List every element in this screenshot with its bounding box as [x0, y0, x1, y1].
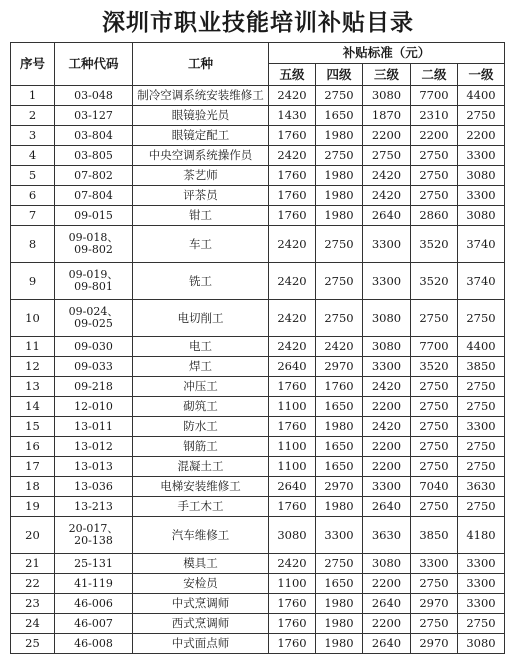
- table-row: [11, 166, 505, 186]
- cell-subsidy-level-3: 3300: [363, 263, 411, 300]
- cell-trade: 眼镜定配工: [133, 126, 269, 146]
- cell-seq: 16: [11, 437, 55, 457]
- cell-subsidy-level-3: 2420: [363, 417, 411, 437]
- header-level-2: 二级: [411, 64, 458, 86]
- cell-seq: 19: [11, 497, 55, 517]
- cell-subsidy-level-3: 2200: [363, 397, 411, 417]
- cell-subsidy-level-4: 1980: [316, 206, 363, 226]
- table-row: [11, 437, 505, 457]
- table-row: [11, 574, 505, 594]
- cell-code: [55, 263, 133, 300]
- cell-trade: 混凝土工: [133, 457, 269, 477]
- cell-seq: 12: [11, 357, 55, 377]
- code-line: 09-030: [74, 339, 113, 353]
- code-line: 07-804: [74, 188, 113, 202]
- cell-code: [55, 594, 133, 614]
- cell-code: [55, 106, 133, 126]
- code-line: 12-010: [74, 399, 113, 413]
- cell-seq: 21: [11, 554, 55, 574]
- cell-subsidy-level-4: 1980: [316, 126, 363, 146]
- cell-subsidy-level-3: 2200: [363, 126, 411, 146]
- cell-subsidy-level-5: 3080: [269, 517, 316, 554]
- cell-subsidy-level-4: 1650: [316, 574, 363, 594]
- cell-code: [55, 357, 133, 377]
- cell-trade: 冲压工: [133, 377, 269, 397]
- cell-subsidy-level-2: 2750: [411, 417, 458, 437]
- cell-subsidy-level-2: 3300: [411, 554, 458, 574]
- cell-seq: 2: [11, 106, 55, 126]
- cell-seq: 20: [11, 517, 55, 554]
- cell-seq: 13: [11, 377, 55, 397]
- cell-subsidy-level-4: 2970: [316, 477, 363, 497]
- cell-subsidy-level-2: 2750: [411, 437, 458, 457]
- cell-subsidy-level-1: 3850: [458, 357, 505, 377]
- table-row: [11, 186, 505, 206]
- cell-subsidy-level-1: 3080: [458, 166, 505, 186]
- cell-subsidy-level-5: 2420: [269, 337, 316, 357]
- cell-subsidy-level-1: 4400: [458, 86, 505, 106]
- cell-subsidy-level-1: 2750: [458, 397, 505, 417]
- cell-subsidy-level-4: 1980: [316, 614, 363, 634]
- cell-subsidy-level-5: 2420: [269, 263, 316, 300]
- cell-subsidy-level-5: 1760: [269, 186, 316, 206]
- cell-code: [55, 337, 133, 357]
- cell-seq: 10: [11, 300, 55, 337]
- cell-subsidy-level-4: 2750: [316, 146, 363, 166]
- cell-seq: 17: [11, 457, 55, 477]
- cell-subsidy-level-1: 2750: [458, 497, 505, 517]
- cell-subsidy-level-2: 7040: [411, 477, 458, 497]
- table-row: [11, 146, 505, 166]
- code-line: 13-012: [74, 439, 113, 453]
- code-line: 20-017、: [68, 522, 119, 536]
- cell-subsidy-level-1: 3300: [458, 146, 505, 166]
- header-level-3: 三级: [363, 64, 411, 86]
- cell-subsidy-level-1: 3630: [458, 477, 505, 497]
- code-line: 09-802: [74, 243, 113, 256]
- cell-code: [55, 417, 133, 437]
- cell-subsidy-level-1: 2750: [458, 300, 505, 337]
- cell-seq: 6: [11, 186, 55, 206]
- cell-subsidy-level-2: 2750: [411, 166, 458, 186]
- page-title: 深圳市职业技能培训补贴目录: [102, 10, 414, 36]
- code-line: 09-015: [74, 208, 113, 222]
- cell-subsidy-level-1: 4400: [458, 337, 505, 357]
- table-row: [11, 594, 505, 614]
- code-line: 09-024、: [68, 305, 119, 319]
- cell-subsidy-level-5: 2420: [269, 226, 316, 263]
- cell-trade: 模具工: [133, 554, 269, 574]
- code-line: 03-048: [74, 88, 113, 102]
- cell-subsidy-level-5: 1760: [269, 417, 316, 437]
- cell-seq: 7: [11, 206, 55, 226]
- code-line: 09-801: [74, 280, 113, 293]
- cell-subsidy-level-4: 1980: [316, 634, 363, 654]
- cell-code: [55, 554, 133, 574]
- cell-code: [55, 517, 133, 554]
- cell-trade: 焊工: [133, 357, 269, 377]
- cell-subsidy-level-3: 1870: [363, 106, 411, 126]
- cell-subsidy-level-1: 3300: [458, 554, 505, 574]
- table-row: [11, 263, 505, 300]
- cell-subsidy-level-5: 1760: [269, 594, 316, 614]
- cell-subsidy-level-5: 1760: [269, 166, 316, 186]
- cell-subsidy-level-3: 3300: [363, 477, 411, 497]
- cell-code: [55, 574, 133, 594]
- cell-subsidy-level-5: 1100: [269, 574, 316, 594]
- cell-subsidy-level-4: 2750: [316, 263, 363, 300]
- cell-subsidy-level-2: 7700: [411, 86, 458, 106]
- cell-code: [55, 86, 133, 106]
- code-line: 13-213: [74, 499, 113, 513]
- cell-subsidy-level-4: 3300: [316, 517, 363, 554]
- cell-subsidy-level-5: 1760: [269, 377, 316, 397]
- cell-subsidy-level-3: 3080: [363, 300, 411, 337]
- cell-code: [55, 300, 133, 337]
- cell-seq: 1: [11, 86, 55, 106]
- code-line: 09-218: [74, 379, 113, 393]
- cell-seq: 14: [11, 397, 55, 417]
- code-line: 13-036: [74, 479, 113, 493]
- cell-subsidy-level-5: 1100: [269, 457, 316, 477]
- cell-subsidy-level-4: 1980: [316, 497, 363, 517]
- cell-subsidy-level-1: 3080: [458, 634, 505, 654]
- cell-subsidy-level-2: 3520: [411, 263, 458, 300]
- cell-subsidy-level-2: 2750: [411, 186, 458, 206]
- cell-subsidy-level-2: 2860: [411, 206, 458, 226]
- cell-subsidy-level-1: 2750: [458, 106, 505, 126]
- cell-trade: 中式烹调师: [133, 594, 269, 614]
- cell-seq: 5: [11, 166, 55, 186]
- cell-subsidy-level-2: 3520: [411, 226, 458, 263]
- header-code: 工种代码: [55, 43, 133, 86]
- cell-subsidy-level-1: 3300: [458, 574, 505, 594]
- cell-subsidy-level-2: 2750: [411, 457, 458, 477]
- cell-trade: 茶艺师: [133, 166, 269, 186]
- cell-subsidy-level-3: 3080: [363, 86, 411, 106]
- cell-trade: 电切削工: [133, 300, 269, 337]
- cell-subsidy-level-3: 3080: [363, 554, 411, 574]
- cell-subsidy-level-5: 1100: [269, 397, 316, 417]
- header-level-5: 五级: [269, 64, 316, 86]
- cell-subsidy-level-5: 1100: [269, 437, 316, 457]
- cell-code: [55, 614, 133, 634]
- cell-subsidy-level-1: 4180: [458, 517, 505, 554]
- cell-subsidy-level-2: 7700: [411, 337, 458, 357]
- cell-trade: 中央空调系统操作员: [133, 146, 269, 166]
- cell-subsidy-level-3: 2200: [363, 614, 411, 634]
- cell-subsidy-level-4: 2750: [316, 226, 363, 263]
- cell-seq: 8: [11, 226, 55, 263]
- cell-subsidy-level-1: 3740: [458, 226, 505, 263]
- table-row: [11, 634, 505, 654]
- table-row: [11, 226, 505, 263]
- cell-seq: 9: [11, 263, 55, 300]
- cell-subsidy-level-3: 2640: [363, 497, 411, 517]
- cell-code: [55, 457, 133, 477]
- cell-subsidy-level-3: 3080: [363, 337, 411, 357]
- cell-subsidy-level-3: 2640: [363, 206, 411, 226]
- cell-subsidy-level-4: 1650: [316, 106, 363, 126]
- cell-trade: 制冷空调系统安装维修工: [133, 86, 269, 106]
- cell-subsidy-level-2: 2750: [411, 300, 458, 337]
- header-level-1: 一级: [458, 64, 505, 86]
- code-line: 13-011: [74, 419, 113, 433]
- cell-subsidy-level-2: 2750: [411, 574, 458, 594]
- cell-subsidy-level-1: 3740: [458, 263, 505, 300]
- cell-code: [55, 437, 133, 457]
- code-line: 25-131: [74, 556, 113, 570]
- table-row: [11, 497, 505, 517]
- subsidy-table: [10, 42, 505, 654]
- cell-subsidy-level-2: 2750: [411, 377, 458, 397]
- cell-subsidy-level-5: 1430: [269, 106, 316, 126]
- code-line: 09-019、: [68, 268, 119, 282]
- cell-subsidy-level-1: 3300: [458, 594, 505, 614]
- cell-code: [55, 146, 133, 166]
- cell-subsidy-level-3: 2420: [363, 186, 411, 206]
- cell-subsidy-level-5: 1760: [269, 614, 316, 634]
- cell-seq: 23: [11, 594, 55, 614]
- table-row: [11, 126, 505, 146]
- cell-subsidy-level-3: 2200: [363, 437, 411, 457]
- cell-trade: 防水工: [133, 417, 269, 437]
- cell-seq: 15: [11, 417, 55, 437]
- cell-code: [55, 397, 133, 417]
- cell-trade: 电工: [133, 337, 269, 357]
- cell-seq: 18: [11, 477, 55, 497]
- code-line: 41-119: [74, 576, 113, 590]
- code-line: 46-006: [74, 596, 113, 610]
- table-header-row: [11, 43, 505, 64]
- cell-subsidy-level-3: 2750: [363, 146, 411, 166]
- cell-seq: 25: [11, 634, 55, 654]
- cell-subsidy-level-4: 2750: [316, 300, 363, 337]
- cell-trade: 钳工: [133, 206, 269, 226]
- cell-subsidy-level-1: 3300: [458, 417, 505, 437]
- table-row: [11, 457, 505, 477]
- cell-subsidy-level-5: 2640: [269, 477, 316, 497]
- cell-subsidy-level-3: 2640: [363, 634, 411, 654]
- cell-seq: 11: [11, 337, 55, 357]
- table-row: [11, 517, 505, 554]
- code-line: 46-008: [74, 636, 113, 650]
- cell-trade: 车工: [133, 226, 269, 263]
- cell-seq: 4: [11, 146, 55, 166]
- cell-subsidy-level-4: 1980: [316, 166, 363, 186]
- cell-subsidy-level-5: 1760: [269, 497, 316, 517]
- cell-trade: 西式烹调师: [133, 614, 269, 634]
- code-line: 46-007: [74, 616, 113, 630]
- cell-subsidy-level-5: 2420: [269, 86, 316, 106]
- cell-subsidy-level-2: 3520: [411, 357, 458, 377]
- cell-subsidy-level-4: 1650: [316, 437, 363, 457]
- cell-code: [55, 226, 133, 263]
- cell-trade: 砌筑工: [133, 397, 269, 417]
- table-body: [11, 86, 505, 654]
- cell-subsidy-level-2: 2750: [411, 397, 458, 417]
- cell-subsidy-level-2: 2750: [411, 614, 458, 634]
- table-row: [11, 337, 505, 357]
- cell-code: [55, 497, 133, 517]
- table-row: [11, 377, 505, 397]
- cell-subsidy-level-5: 2420: [269, 146, 316, 166]
- cell-trade: 汽车维修工: [133, 517, 269, 554]
- table-row: [11, 86, 505, 106]
- cell-subsidy-level-4: 1650: [316, 397, 363, 417]
- cell-subsidy-level-5: 1760: [269, 126, 316, 146]
- table-row: [11, 477, 505, 497]
- code-line: 03-804: [74, 128, 113, 142]
- cell-subsidy-level-5: 2420: [269, 300, 316, 337]
- cell-trade: 评茶员: [133, 186, 269, 206]
- cell-subsidy-level-3: 2200: [363, 457, 411, 477]
- table-row: [11, 397, 505, 417]
- cell-subsidy-level-4: 2970: [316, 357, 363, 377]
- cell-subsidy-level-4: 1760: [316, 377, 363, 397]
- cell-subsidy-level-2: 2310: [411, 106, 458, 126]
- cell-subsidy-level-1: 3080: [458, 206, 505, 226]
- cell-seq: 22: [11, 574, 55, 594]
- header-trade: 工种: [133, 43, 269, 86]
- cell-seq: 24: [11, 614, 55, 634]
- cell-subsidy-level-1: 2750: [458, 437, 505, 457]
- cell-subsidy-level-5: 2420: [269, 554, 316, 574]
- cell-subsidy-level-2: 2750: [411, 497, 458, 517]
- cell-subsidy-level-2: 2750: [411, 146, 458, 166]
- cell-subsidy-level-2: 2200: [411, 126, 458, 146]
- cell-subsidy-level-1: 2750: [458, 457, 505, 477]
- table-row: [11, 554, 505, 574]
- cell-code: [55, 126, 133, 146]
- cell-subsidy-level-3: 2640: [363, 594, 411, 614]
- cell-subsidy-level-2: 3850: [411, 517, 458, 554]
- code-line: 09-033: [74, 359, 113, 373]
- code-line: 09-025: [74, 317, 113, 330]
- cell-subsidy-level-4: 2750: [316, 86, 363, 106]
- cell-code: [55, 166, 133, 186]
- cell-subsidy-level-3: 2420: [363, 377, 411, 397]
- cell-subsidy-level-3: 2420: [363, 166, 411, 186]
- cell-subsidy-level-2: 2970: [411, 594, 458, 614]
- cell-subsidy-level-4: 2750: [316, 554, 363, 574]
- code-line: 03-127: [74, 108, 113, 122]
- header-level-4: 四级: [316, 64, 363, 86]
- cell-trade: 安检员: [133, 574, 269, 594]
- code-line: 07-802: [74, 168, 113, 182]
- cell-trade: 钢筋工: [133, 437, 269, 457]
- code-line: 20-138: [74, 534, 113, 547]
- cell-trade: 手工木工: [133, 497, 269, 517]
- cell-subsidy-level-4: 2420: [316, 337, 363, 357]
- cell-subsidy-level-4: 1980: [316, 186, 363, 206]
- cell-subsidy-level-3: 3300: [363, 357, 411, 377]
- cell-code: [55, 206, 133, 226]
- cell-code: [55, 477, 133, 497]
- code-line: 09-018、: [68, 231, 119, 245]
- header-seq: 序号: [11, 43, 55, 86]
- table-row: [11, 417, 505, 437]
- table-row: [11, 357, 505, 377]
- cell-trade: 铣工: [133, 263, 269, 300]
- code-line: 03-805: [74, 148, 113, 162]
- cell-seq: 3: [11, 126, 55, 146]
- cell-subsidy-level-4: 1980: [316, 594, 363, 614]
- cell-subsidy-level-4: 1650: [316, 457, 363, 477]
- cell-subsidy-level-3: 3300: [363, 226, 411, 263]
- cell-subsidy-level-1: 2200: [458, 126, 505, 146]
- cell-subsidy-level-5: 1760: [269, 206, 316, 226]
- cell-subsidy-level-3: 2200: [363, 574, 411, 594]
- cell-subsidy-level-2: 2970: [411, 634, 458, 654]
- cell-code: [55, 186, 133, 206]
- cell-code: [55, 634, 133, 654]
- cell-subsidy-level-3: 3630: [363, 517, 411, 554]
- header-subsidy: 补贴标准（元）: [269, 43, 505, 64]
- cell-subsidy-level-5: 2640: [269, 357, 316, 377]
- cell-trade: 眼镜验光员: [133, 106, 269, 126]
- table-row: [11, 206, 505, 226]
- cell-subsidy-level-4: 1980: [316, 417, 363, 437]
- table-row: [11, 614, 505, 634]
- cell-subsidy-level-1: 2750: [458, 614, 505, 634]
- table-row: [11, 300, 505, 337]
- cell-subsidy-level-5: 1760: [269, 634, 316, 654]
- cell-code: [55, 377, 133, 397]
- cell-trade: 中式面点师: [133, 634, 269, 654]
- cell-trade: 电梯安装维修工: [133, 477, 269, 497]
- cell-subsidy-level-1: 2750: [458, 377, 505, 397]
- code-line: 13-013: [74, 459, 113, 473]
- table-row: [11, 106, 505, 126]
- cell-subsidy-level-1: 3300: [458, 186, 505, 206]
